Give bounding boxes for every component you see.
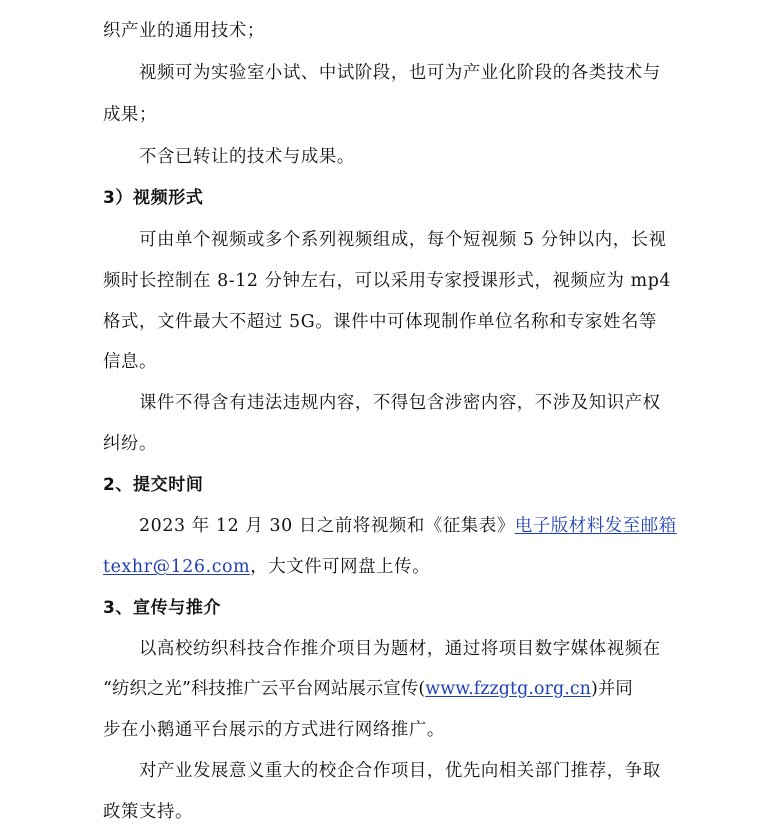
- text-line: 织产业的通用技术；: [103, 21, 265, 41]
- email-address-link[interactable]: texhr@126.com: [103, 557, 251, 577]
- text-line: 频时长控制在 8-12 分钟左右，可以采用专家授课形式，视频应为 mp4: [103, 271, 672, 291]
- text-line: 政策支持。: [103, 802, 193, 822]
- text-line: 成果；: [103, 105, 157, 125]
- text-line: 对产业发展意义重大的校企合作项目，优先向相关部门推荐，争取: [139, 761, 661, 781]
- text-line: [139, 515, 677, 537]
- website-link[interactable]: www.fzzgtg.org.cn: [425, 679, 591, 699]
- text-line: 纠纷。: [103, 434, 157, 454]
- text-line: 以高校纺织科技合作推介项目为题材，通过将项目数字媒体视频在: [139, 639, 661, 659]
- text-line: [103, 556, 430, 578]
- section-heading-promotion: 3、宣传与推介: [103, 598, 222, 618]
- text-line: 格式，文件最大不超过 5G。课件中可体现制作单位名称和专家姓名等: [103, 312, 658, 332]
- platform-promo-text: “纺织之光”科技推广云平台网站展示宣传(: [103, 679, 426, 699]
- section-heading-video-format: 3）视频形式: [103, 188, 204, 208]
- text-line: 课件不得含有违法违规内容，不得包含涉密内容，不涉及知识产权: [139, 393, 661, 413]
- text-line: 信息。: [103, 352, 157, 372]
- text-line: 不含已转让的技术与成果。: [139, 147, 355, 167]
- submit-deadline-text: 2023 年 12 月 30 日之前将视频和《征集表》: [139, 516, 515, 536]
- platform-promo-text-end: )并同: [590, 679, 633, 699]
- text-line: [103, 678, 633, 700]
- email-materials-link[interactable]: 电子版材料发至邮箱: [514, 516, 677, 536]
- section-heading-submit-time: 2、提交时间: [103, 475, 204, 495]
- text-line: 步在小鹅通平台展示的方式进行网络推广。: [103, 720, 445, 740]
- text-line: 视频可为实验室小试、中试阶段，也可为产业化阶段的各类技术与: [139, 63, 661, 83]
- upload-note-text: ，大文件可网盘上传。: [250, 557, 431, 577]
- text-line: 可由单个视频或多个系列视频组成，每个短视频 5 分钟以内，长视: [139, 230, 667, 250]
